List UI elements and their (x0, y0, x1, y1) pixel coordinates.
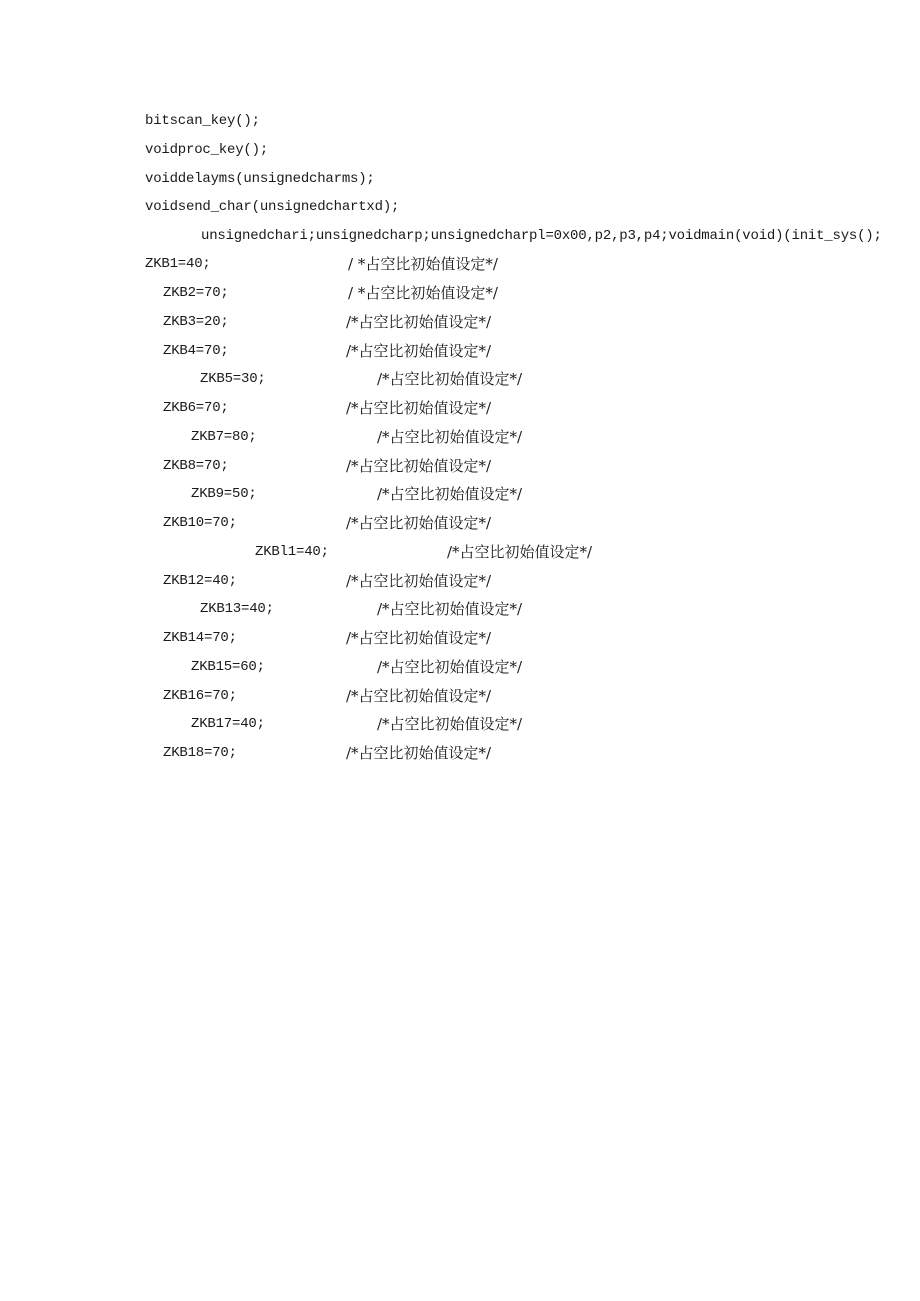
assignment-statement: ZKB18=70; (163, 745, 237, 761)
assignment-comment: /*占空比初始值设定*/ (377, 370, 523, 388)
assignment-comment: /*占空比初始值设定*/ (346, 572, 492, 590)
assignment-statement: ZKB7=80; (191, 429, 257, 445)
code-line: unsignedchari;unsignedcharp;unsignedcharpl=0x00,p2,p3,p4;voidmain(void)(init_sys(); (201, 228, 882, 244)
assignment-comment: /*占空比初始值设定*/ (377, 485, 523, 503)
assignment-statement: ZKB6=70; (163, 400, 229, 416)
code-line: voidsend_char(unsignedchartxd); (145, 199, 400, 215)
assignment-statement: ZKB10=70; (163, 515, 237, 531)
assignment-comment: /*占空比初始值设定*/ (346, 342, 492, 360)
assignment-comment: /*占空比初始值设定*/ (346, 514, 492, 532)
assignment-statement: ZKB14=70; (163, 630, 237, 646)
assignment-statement: ZKB8=70; (163, 458, 229, 474)
assignment-comment: /*占空比初始值设定*/ (346, 687, 492, 705)
code-line: bitscan_key(); (145, 113, 260, 129)
assignment-statement: ZKB15=60; (191, 659, 265, 675)
assignment-comment: /*占空比初始值设定*/ (377, 715, 523, 733)
assignment-statement: ZKB4=70; (163, 343, 229, 359)
assignment-comment: /*占空比初始值设定*/ (447, 543, 593, 561)
assignment-statement: ZKB9=50; (191, 486, 257, 502)
assignment-statement: ZKB5=30; (200, 371, 266, 387)
assignment-comment: / *占空比初始值设定*/ (348, 284, 498, 302)
assignment-statement: ZKBl1=40; (255, 544, 329, 560)
assignment-statement: ZKB12=40; (163, 573, 237, 589)
code-line: voidproc_key(); (145, 142, 269, 158)
assignment-statement: ZKB13=40; (200, 601, 274, 617)
assignment-comment: /*占空比初始值设定*/ (346, 457, 492, 475)
assignment-comment: /*占空比初始值设定*/ (346, 629, 492, 647)
assignment-statement: ZKB2=70; (163, 285, 229, 301)
assignment-statement: ZKB3=20; (163, 314, 229, 330)
assignment-statement: ZKB1=40; (145, 256, 211, 272)
assignment-statement: ZKB16=70; (163, 688, 237, 704)
assignment-comment: /*占空比初始值设定*/ (346, 313, 492, 331)
assignment-comment: /*占空比初始值设定*/ (346, 399, 492, 417)
assignment-comment: /*占空比初始值设定*/ (346, 744, 492, 762)
assignment-statement: ZKB17=40; (191, 716, 265, 732)
assignment-comment: /*占空比初始值设定*/ (377, 658, 523, 676)
code-line: voiddelayms(unsignedcharms); (145, 171, 375, 187)
assignment-comment: /*占空比初始值设定*/ (377, 600, 523, 618)
assignment-comment: /*占空比初始值设定*/ (377, 428, 523, 446)
assignment-comment: / *占空比初始值设定*/ (348, 255, 498, 273)
